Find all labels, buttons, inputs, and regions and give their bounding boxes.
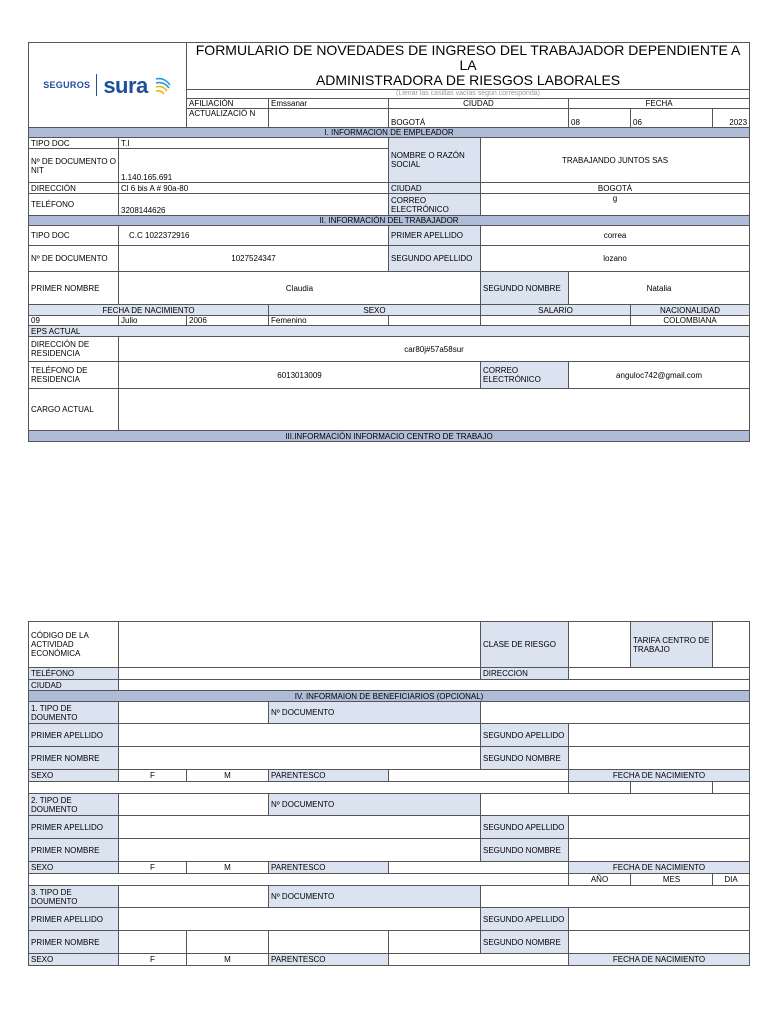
benef2-dia-label: DIA [713, 874, 750, 886]
actualizacion-label: ACTUALIZACIÓ N [187, 109, 269, 128]
empleador-direccion-value[interactable]: Cl 6 bis A # 90a-80 [119, 183, 389, 194]
benef3-segundo-apellido-value[interactable] [569, 908, 750, 931]
centro-direccion-label: DIRECCION [481, 668, 569, 680]
header-ciudad-value[interactable]: BOGOTÁ [389, 109, 569, 128]
trabajador-nac-dia[interactable]: 09 [29, 316, 119, 326]
centro-tarifa-label: TARIFA CENTRO DE TRABAJO [631, 622, 713, 668]
form-page-2 [28, 621, 750, 966]
trabajador-primer-nombre-value[interactable]: Claudia [119, 272, 481, 305]
benef1-parentesco-value[interactable] [389, 770, 569, 782]
trabajador-num-doc-label: Nº DE DOCUMENTO [29, 246, 119, 272]
trabajador-nac-anio[interactable]: 2006 [187, 316, 269, 326]
empleador-correo-value[interactable]: g [481, 194, 750, 216]
trabajador-salario-label: SALARIO [481, 305, 631, 316]
benef2-sexo-label: SEXO [29, 862, 119, 874]
brand-logo [29, 43, 187, 128]
benef1-primer-apellido-label: PRIMER APELLIDO [29, 724, 119, 747]
empleador-num-doc-label: Nº DE DOCUMENTO O NIT [29, 149, 119, 183]
trabajador-tipo-doc-label: TIPO DOC [29, 226, 119, 246]
benef3-fecha-nac-label: FECHA DE NACIMIENTO [569, 954, 750, 966]
benef1-nac-mes[interactable] [631, 782, 713, 794]
benef1-fecha-nac-label: FECHA DE NACIMIENTO [569, 770, 750, 782]
benef2-primer-apellido-label: PRIMER APELLIDO [29, 816, 119, 839]
benef2-primer-apellido-value[interactable] [119, 816, 481, 839]
header-fecha-dia[interactable]: 08 [569, 109, 631, 128]
trabajador-telefono-value[interactable]: 6013013009 [119, 362, 481, 389]
header-ciudad-label: CIUDAD [389, 99, 569, 109]
trabajador-sexo-label: SEXO [269, 305, 481, 316]
centro-telefono-label: TELÉFONO [29, 668, 119, 680]
benef3-primer-apellido-label: PRIMER APELLIDO [29, 908, 119, 931]
benef1-num-doc-value[interactable] [481, 702, 750, 724]
section-centro-trabajo: III.INFORMACIÓN INFORMACIO CENTRO DE TRABAJO [29, 431, 750, 442]
section-trabajador: II. INFORMACIÓN DEL TRABAJADOR [29, 216, 750, 226]
trabajador-nacionalidad-value[interactable]: COLOMBIANA [631, 316, 750, 326]
benef1-nac-anio[interactable] [569, 782, 631, 794]
empleador-tipo-doc-value[interactable]: T.I [119, 138, 389, 149]
trabajador-segundo-apellido-label: SEGUNDO APELLIDO [389, 246, 481, 272]
trabajador-correo-value[interactable]: anguloc742@gmail.com [569, 362, 750, 389]
benef2-tipo-label: 2. TIPO DE DOUMENTO [29, 794, 119, 816]
header-fecha-mes[interactable]: 06 [631, 109, 713, 128]
trabajador-nacimiento-label: FECHA DE NACIMIENTO [29, 305, 269, 316]
benef1-sexo-label: SEXO [29, 770, 119, 782]
benef2-segundo-apellido-label: SEGUNDO APELLIDO [481, 816, 569, 839]
centro-clase-value[interactable] [569, 622, 631, 668]
benef3-primer-nombre-value-a[interactable] [119, 931, 187, 954]
section-beneficiarios: IV. INFORMAION DE BENEFICIARIOS (OPCIONAL) [29, 691, 750, 702]
header-fecha-label: FECHA [569, 99, 750, 109]
benef2-fecha-nac-label: FECHA DE NACIMIENTO [569, 862, 750, 874]
benef2-num-doc-label: Nº DOCUMENTO [269, 794, 481, 816]
trabajador-cargo-value[interactable] [119, 389, 750, 431]
form-hint: (Llenar las casillas vacías según corresponda) [187, 90, 750, 99]
benef1-primer-apellido-value[interactable] [119, 724, 481, 747]
benef3-parentesco-label: PARENTESCO [269, 954, 389, 966]
centro-direccion-value[interactable] [569, 668, 750, 680]
trabajador-segundo-apellido-value[interactable]: lozano [481, 246, 750, 272]
benef1-segundo-nombre-label: SEGUNDO NOMBRE [481, 747, 569, 770]
trabajador-cargo-label: CARGO ACTUAL [29, 389, 119, 431]
section-empleador: I. INFORMACION DE EMPLEADOR [29, 128, 750, 138]
actualizacion-value[interactable] [269, 109, 389, 128]
trabajador-direccion-value[interactable]: car80j#57a58sur [119, 337, 750, 362]
empleador-num-doc-value[interactable]: 1.140.165.691 [119, 149, 389, 183]
empleador-razon-value[interactable]: TRABAJANDO JUNTOS SAS [481, 138, 750, 183]
trabajador-segundo-nombre-value[interactable]: Natalia [569, 272, 750, 305]
trabajador-nacionalidad-label: NACIONALIDAD [631, 305, 750, 316]
benef2-sexo-f[interactable]: F [119, 862, 187, 874]
centro-codigo-value[interactable] [119, 622, 481, 668]
benef1-nac-dia[interactable] [713, 782, 750, 794]
afiliacion-label: AFILIACIÓN [187, 99, 269, 109]
centro-telefono-value[interactable] [119, 668, 481, 680]
benef3-num-doc-label: Nº DOCUMENTO [269, 886, 481, 908]
benef3-sexo-f[interactable]: F [119, 954, 187, 966]
trabajador-nac-mes[interactable]: Julio [119, 316, 187, 326]
benef1-tipo-value[interactable] [119, 702, 269, 724]
form-title [187, 43, 750, 90]
benef3-primer-nombre-value-b[interactable] [187, 931, 269, 954]
centro-ciudad-label: CIUDAD [29, 680, 119, 691]
benef1-tipo-label: 1. TIPO DE DOUMENTO [29, 702, 119, 724]
benef3-tipo-label: 3. TIPO DE DOUMENTO [29, 886, 119, 908]
centro-clase-label: CLASE DE RIESGO [481, 622, 569, 668]
benef1-sexo-m[interactable]: M [187, 770, 269, 782]
trabajador-sexo-extra[interactable] [389, 316, 481, 326]
benef1-segundo-nombre-value[interactable] [569, 747, 750, 770]
benef2-anio-label: AÑO [569, 874, 631, 886]
empleador-correo-label: CORREO ELECTRÓNICO [389, 194, 481, 216]
benef2-num-doc-value[interactable] [481, 794, 750, 816]
benef2-tipo-value[interactable] [119, 794, 269, 816]
benef1-segundo-apellido-label: SEGUNDO APELLIDO [481, 724, 569, 747]
sura-wing-icon [154, 75, 172, 95]
benef2-spacer [29, 874, 569, 886]
header-fecha-anio[interactable]: 2023 [713, 109, 750, 128]
centro-codigo-label: CÓDIGO DE LA ACTIVIDAD ECONÓMICA [29, 622, 119, 668]
benef3-segundo-nombre-value[interactable] [569, 931, 750, 954]
benef1-parentesco-label: PARENTESCO [269, 770, 389, 782]
benef3-sexo-label: SEXO [29, 954, 119, 966]
benef2-segundo-apellido-value[interactable] [569, 816, 750, 839]
benef3-segundo-apellido-label: SEGUNDO APELLIDO [481, 908, 569, 931]
trabajador-num-doc-value[interactable]: 1027524347 [119, 246, 389, 272]
benef1-primer-nombre-value[interactable] [119, 747, 481, 770]
benef1-num-doc-label: Nº DOCUMENTO [269, 702, 481, 724]
brand-sura: sura [103, 72, 148, 98]
afiliacion-value[interactable]: Emssanar [269, 99, 389, 109]
benef2-parentesco-value[interactable] [389, 862, 569, 874]
benef3-primer-nombre-label: PRIMER NOMBRE [29, 931, 119, 954]
benef3-parentesco-value[interactable] [389, 954, 569, 966]
benef2-sexo-m[interactable]: M [187, 862, 269, 874]
empleador-ciudad-label: CIUDAD [389, 183, 481, 194]
trabajador-salario-value[interactable] [481, 316, 631, 326]
benef3-tipo-value[interactable] [119, 886, 269, 908]
empleador-tipo-doc-label: TIPO DOC [29, 138, 119, 149]
benef1-segundo-apellido-value[interactable] [569, 724, 750, 747]
form-title-line-1: FORMULARIO DE NOVEDADES DE INGRESO DEL TRABAJADOR DEPENDIENTE A LA [195, 42, 741, 73]
benef2-parentesco-label: PARENTESCO [269, 862, 389, 874]
benef1-sexo-f[interactable]: F [119, 770, 187, 782]
trabajador-primer-apellido-label: PRIMER APELLIDO [389, 226, 481, 246]
trabajador-primer-apellido-value[interactable]: correa [481, 226, 750, 246]
benef2-mes-label: MES [631, 874, 713, 886]
form-title-line-2: ADMINISTRADORA DE RIESGOS LABORALES [315, 72, 621, 88]
benef2-segundo-nombre-value[interactable] [569, 839, 750, 862]
benef3-primer-apellido-value[interactable] [119, 908, 481, 931]
trabajador-telefono-label: TELÉFONO DE RESIDENCIA [29, 362, 119, 389]
trabajador-eps-label: EPS ACTUAL [29, 326, 750, 337]
benef2-primer-nombre-label: PRIMER NOMBRE [29, 839, 119, 862]
empleador-telefono-label: TELÉFONO [29, 194, 119, 216]
form-page-1 [28, 42, 750, 442]
brand-divider [96, 74, 97, 96]
brand-seguros: SEGUROS [43, 79, 91, 90]
empleador-razon-label: NOMBRE O RAZÓN SOCIAL [389, 138, 481, 183]
trabajador-primer-nombre-label: PRIMER NOMBRE [29, 272, 119, 305]
benef1-spacer [29, 782, 569, 794]
empleador-ciudad-value[interactable]: BOGOTÁ [481, 183, 750, 194]
benef3-segundo-nombre-label: SEGUNDO NOMBRE [481, 931, 569, 954]
benef3-sexo-m[interactable]: M [187, 954, 269, 966]
trabajador-direccion-label: DIRECCIÓN DE RESIDENCIA [29, 337, 119, 362]
benef1-primer-nombre-label: PRIMER NOMBRE [29, 747, 119, 770]
benef2-primer-nombre-value[interactable] [119, 839, 481, 862]
centro-ciudad-value[interactable] [119, 680, 750, 691]
benef3-primer-nombre-value-c[interactable] [269, 931, 389, 954]
trabajador-tipo-doc-value[interactable]: C.C 1022372916 [119, 226, 389, 246]
benef3-primer-nombre-value-d[interactable] [389, 931, 481, 954]
centro-tarifa-value[interactable] [713, 622, 750, 668]
trabajador-segundo-nombre-label: SEGUNDO NOMBRE [481, 272, 569, 305]
empleador-direccion-label: DIRECCIÓN [29, 183, 119, 194]
trabajador-correo-label: CORREO ELECTRÓNICO [481, 362, 569, 389]
benef2-segundo-nombre-label: SEGUNDO NOMBRE [481, 839, 569, 862]
trabajador-sexo-value[interactable]: Femenino [269, 316, 389, 326]
empleador-telefono-value[interactable]: 3208144626 [119, 194, 389, 216]
benef3-num-doc-value[interactable] [481, 886, 750, 908]
